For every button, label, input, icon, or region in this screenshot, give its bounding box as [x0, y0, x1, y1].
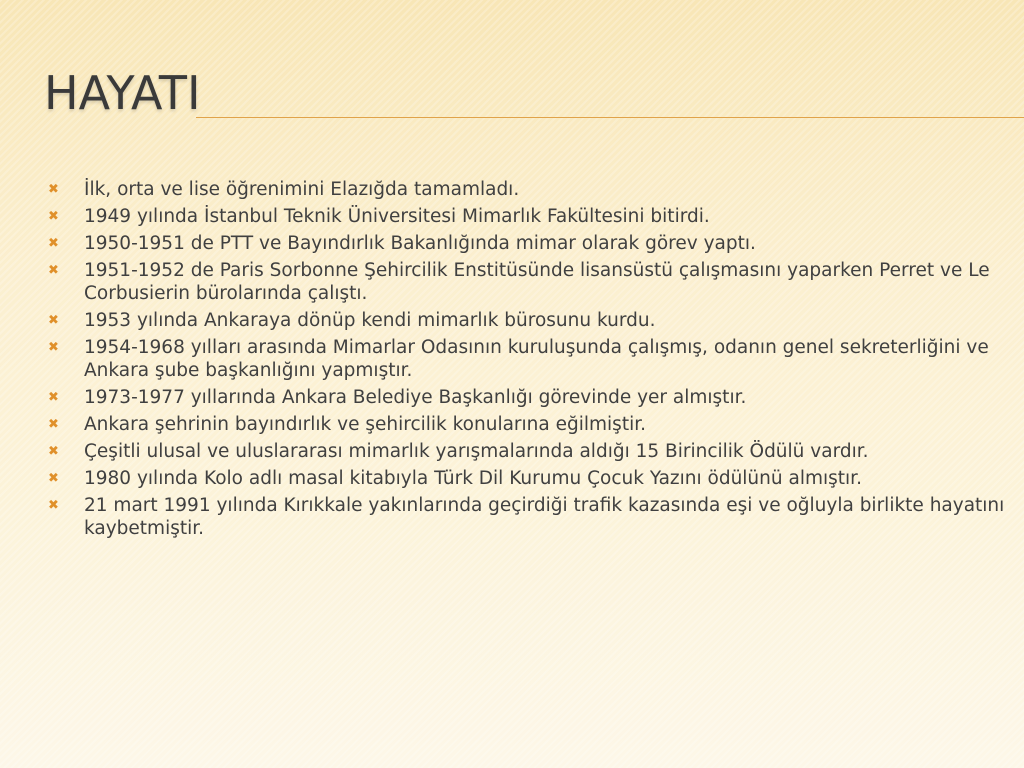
bullet-item	[48, 386, 1008, 409]
slide-title: HAYATI	[44, 66, 201, 120]
bullet-item	[48, 336, 1008, 382]
bullet-list	[48, 178, 1008, 544]
bullet-text: 1951-1952 de Paris Sorbonne Şehircilik Enstitüsünde lisansüstü çalışmasını yaparken Perret ve Le Corbusierin bürolarında çalıştı.	[84, 260, 990, 304]
bullet-text: 1949 yılında İstanbul Teknik Üniversitesi Mimarlık Fakültesini bitirdi.	[84, 206, 710, 227]
x-mark-icon: ✖	[48, 471, 59, 486]
x-mark-icon: ✖	[48, 209, 59, 224]
bullet-text: Çeşitli ulusal ve uluslararası mimarlık yarışmalarında aldığı 15 Birincilik Ödülü vardır.	[84, 441, 869, 462]
x-mark-icon: ✖	[48, 498, 59, 513]
x-mark-icon: ✖	[48, 390, 59, 405]
x-mark-icon: ✖	[48, 236, 59, 251]
x-mark-icon: ✖	[48, 313, 59, 328]
bullet-text: 1953 yılında Ankaraya dönüp kendi mimarlık bürosunu kurdu.	[84, 310, 656, 331]
title-underline	[196, 117, 1024, 118]
bullet-item	[48, 440, 1008, 463]
bullet-item	[48, 413, 1008, 436]
bullet-item	[48, 205, 1008, 228]
bullet-item	[48, 259, 1008, 305]
x-mark-icon: ✖	[48, 417, 59, 432]
x-mark-icon: ✖	[48, 444, 59, 459]
bullet-item	[48, 467, 1008, 490]
x-mark-icon: ✖	[48, 340, 59, 355]
x-mark-icon: ✖	[48, 182, 59, 197]
bullet-text: 21 mart 1991 yılında Kırıkkale yakınlarında geçirdiği trafik kazasında eşi ve oğluyla birlikte hayatını kaybetmiştir.	[84, 495, 1005, 539]
bullet-text: İlk, orta ve lise öğrenimini Elazığda tamamladı.	[84, 179, 520, 200]
bullet-item	[48, 232, 1008, 255]
bullet-item	[48, 178, 1008, 201]
bullet-text: 1980 yılında Kolo adlı masal kitabıyla Türk Dil Kurumu Çocuk Yazını ödülünü almıştır.	[84, 468, 862, 489]
bullet-text: 1950-1951 de PTT ve Bayındırlık Bakanlığında mimar olarak görev yaptı.	[84, 233, 756, 254]
bullet-text: 1954-1968 yılları arasında Mimarlar Odasının kuruluşunda çalışmış, odanın genel sekreterliğini ve Ankara şube başkanlığını yapmıştır.	[84, 337, 989, 381]
bullet-text: 1973-1977 yıllarında Ankara Belediye Başkanlığı görevinde yer almıştır.	[84, 387, 747, 408]
bullet-item	[48, 309, 1008, 332]
bullet-text: Ankara şehrinin bayındırlık ve şehircilik konularına eğilmiştir.	[84, 414, 647, 435]
x-mark-icon: ✖	[48, 263, 59, 278]
bullet-item	[48, 494, 1008, 540]
